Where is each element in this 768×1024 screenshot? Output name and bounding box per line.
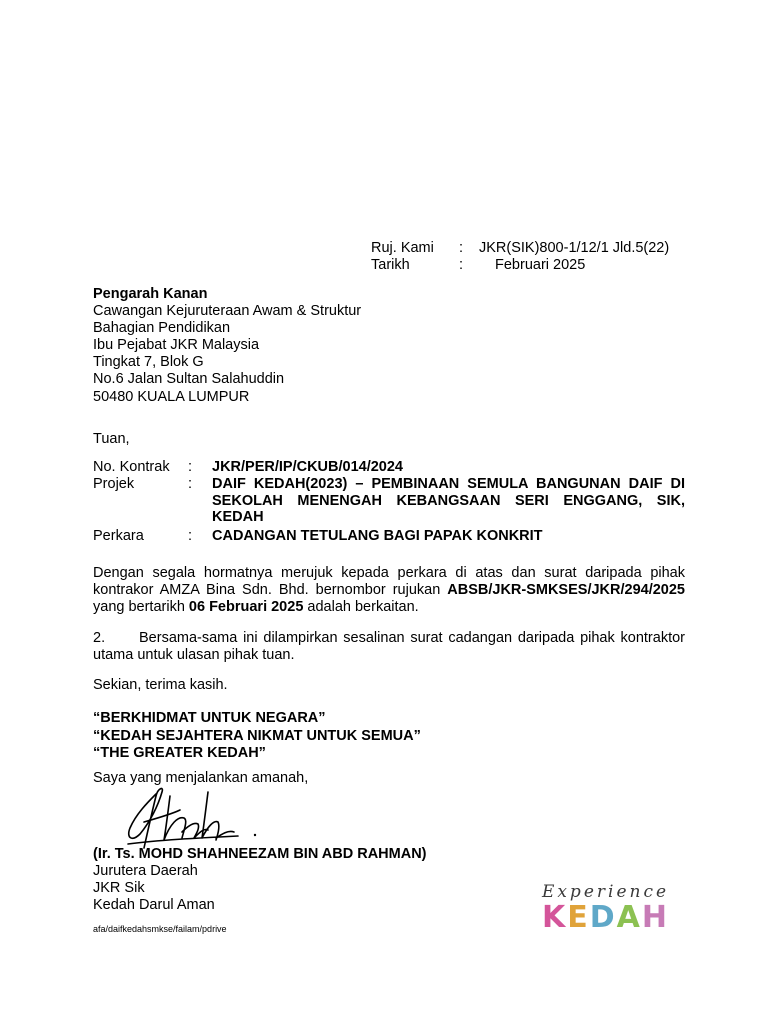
signoff: Saya yang menjalankan amanah, bbox=[93, 770, 309, 786]
tarikh-value: Februari 2025 bbox=[495, 257, 586, 273]
ruj-colon: : bbox=[459, 240, 464, 256]
ruj-label: Ruj. Kami bbox=[371, 240, 434, 256]
address-line: Tingkat 7, Blok G bbox=[93, 354, 204, 371]
kontrak-colon: : bbox=[188, 459, 193, 475]
para1-date: 06 Februari 2025 bbox=[188, 599, 304, 615]
experience-kedah-logo bbox=[523, 860, 688, 958]
paragraph-2 bbox=[93, 630, 685, 664]
signer-name: (Ir. Ts. MOHD SHAHNEEZAM BIN ABD RAHMAN) bbox=[93, 846, 427, 862]
motto-line: “THE GREATER KEDAH” bbox=[93, 745, 266, 761]
perkara-value: CADANGAN TETULANG BAGI PAPAK KONKRIT bbox=[212, 528, 543, 544]
paragraph-1 bbox=[93, 565, 685, 616]
signer-office: JKR Sik bbox=[93, 880, 145, 896]
para1-text-a: Dengan segala hormatnya merujuk kepada perkara di atas dan surat daripada pihak kontrakor AMZA Bina Sdn. Bhd. bernombor rujukan bbox=[93, 565, 685, 598]
closing: Sekian, terima kasih. bbox=[93, 677, 228, 693]
projek-value: DAIF KEDAH(2023) – PEMBINAAN SEMULA BANGUNAN DAIF DI SEKOLAH MENENGAH KEBANGSAAN SERI ENGGANG, SIK, KEDAH bbox=[212, 476, 685, 525]
recipient-title: Pengarah Kanan bbox=[93, 286, 208, 302]
logo-word bbox=[523, 900, 688, 935]
logo-letter: H bbox=[641, 900, 669, 935]
mottos bbox=[93, 710, 421, 763]
signer-state: Kedah Darul Aman bbox=[93, 897, 215, 913]
logo-tagline: Experience bbox=[541, 882, 670, 902]
signer-position: Jurutera Daerah bbox=[93, 863, 198, 879]
address-line: 50480 KUALA LUMPUR bbox=[93, 388, 250, 405]
address-line: Cawangan Kejuruteraan Awam & Struktur bbox=[93, 303, 362, 320]
para1-reference: ABSB/JKR-SMKSES/JKR/294/2025 bbox=[447, 582, 685, 598]
perkara-colon: : bbox=[188, 528, 193, 544]
perkara-label: Perkara bbox=[93, 528, 144, 544]
logo-letter: K bbox=[542, 900, 568, 935]
para1-text-b: yang bertarikh bbox=[93, 599, 189, 615]
recipient-address bbox=[93, 286, 361, 406]
motto-line: “KEDAH SEJAHTERA NIKMAT UNTUK SEMUA” bbox=[93, 727, 421, 744]
motto-line: “BERKHIDMAT UNTUK NEGARA” bbox=[93, 710, 326, 726]
logo-letter: A bbox=[616, 900, 642, 935]
salutation: Tuan, bbox=[93, 431, 130, 447]
logo-letter: E bbox=[567, 900, 590, 935]
address-line: Ibu Pejabat JKR Malaysia bbox=[93, 337, 260, 354]
signer-block bbox=[93, 846, 427, 914]
ruj-value: JKR(SIK)800-1/12/1 Jld.5(22) bbox=[479, 240, 670, 256]
file-path-footer: afa/daifkedahsmkse/failam/pdrive bbox=[93, 924, 227, 934]
kontrak-label: No. Kontrak bbox=[93, 459, 170, 475]
para2-text: Bersama-sama ini dilampirkan sesalinan surat cadangan daripada pihak kontraktor utama untuk ulasan pihak tuan. bbox=[93, 630, 685, 663]
para1-text-c: adalah berkaitan. bbox=[303, 599, 419, 615]
tarikh-colon: : bbox=[459, 257, 464, 273]
logo-letter: D bbox=[589, 900, 617, 935]
kontrak-value: JKR/PER/IP/CKUB/014/2024 bbox=[212, 459, 403, 475]
address-line: No.6 Jalan Sultan Salahuddin bbox=[93, 371, 285, 388]
address-line: Bahagian Pendidikan bbox=[93, 320, 231, 337]
projek-colon: : bbox=[188, 476, 193, 492]
tarikh-label: Tarikh bbox=[371, 257, 410, 273]
projek-label: Projek bbox=[93, 476, 135, 492]
para2-number: 2. bbox=[93, 630, 106, 646]
